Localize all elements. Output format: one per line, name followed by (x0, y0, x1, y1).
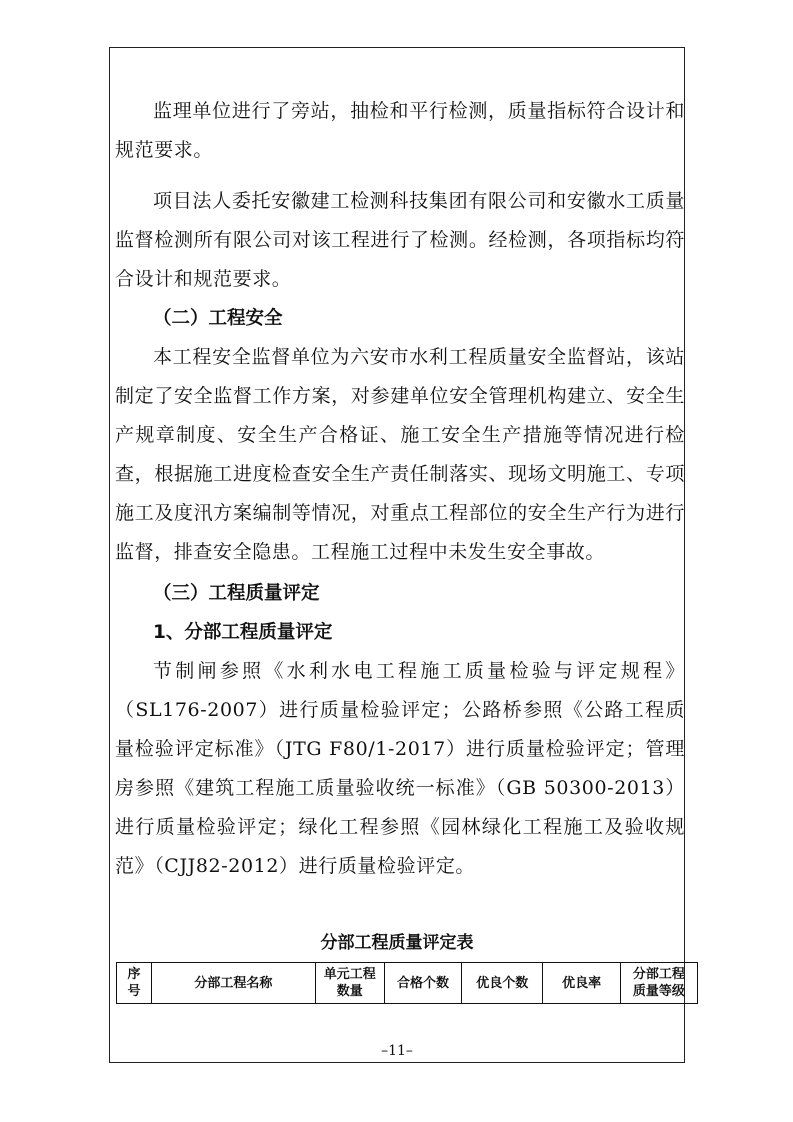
table-title: 分部工程质量评定表 (320, 933, 474, 953)
paragraph-standards: 节制闸参照《水利水电工程施工质量检验与评定规程》（SL176-2007）进行质量检验评定；公路桥参照《公路工程质量检验评定标准》（JTG F80/1-2017）进行质量检验评定；管理房参照《建筑工程施工质量验收统一标准》（GB 50300-2013）进行质量检验评定；绿化工程参照《园林绿化工程施工及验收规范》（CJJ82-2012）进行质量检验评定。 (115, 660, 685, 877)
header-qualified-count: 合格个数 (384, 963, 461, 1004)
heading-engineering-safety: （二）工程安全 (153, 308, 283, 329)
header-unit-count-label: 单元工程数量 (323, 967, 376, 999)
header-excellent-rate: 优良率 (543, 963, 620, 1004)
paragraph-supervision: 监理单位进行了旁站，抽检和平行检测，质量指标符合设计和规范要求。 (115, 100, 685, 161)
header-unit-count (315, 963, 384, 1004)
header-name: 分部工程名称 (152, 963, 316, 1004)
document-body (115, 92, 685, 886)
header-quality-grade-label: 分部工程质量等级 (632, 967, 685, 999)
paragraph-safety: 本工程安全监督单位为六安市水利工程质量安全监督站，该站制定了安全监督工作方案，对参建单位安全管理机构建立、安全生产规章制度、安全生产合格证、施工安全生产措施等情况进行检查，根据施工进度检查安全生产责任制落实、现场文明施工、专项施工及度汛方案编制等情况，对重点工程部位的安全生产行为进行监督，排查安全隐患。工程施工过程中未发生安全事故。 (115, 346, 685, 563)
heading-quality-assessment: （三）工程质量评定 (153, 583, 320, 604)
paragraph-inspection: 项目法人委托安徽建工检测科技集团有限公司和安徽水工质量监督检测所有限公司对该工程进行了检测。经检测，各项指标均符合设计和规范要求。 (115, 190, 685, 290)
table-header-row (117, 963, 698, 1004)
page-number: –11– (381, 1043, 413, 1059)
header-seq (117, 963, 152, 1004)
header-quality-grade (620, 963, 697, 1004)
heading-sub-project-assessment: 1、分部工程质量评定 (153, 622, 333, 643)
header-excellent-count: 优良个数 (462, 963, 543, 1004)
header-seq-label: 序号 (127, 967, 141, 999)
quality-assessment-table (116, 962, 698, 1004)
